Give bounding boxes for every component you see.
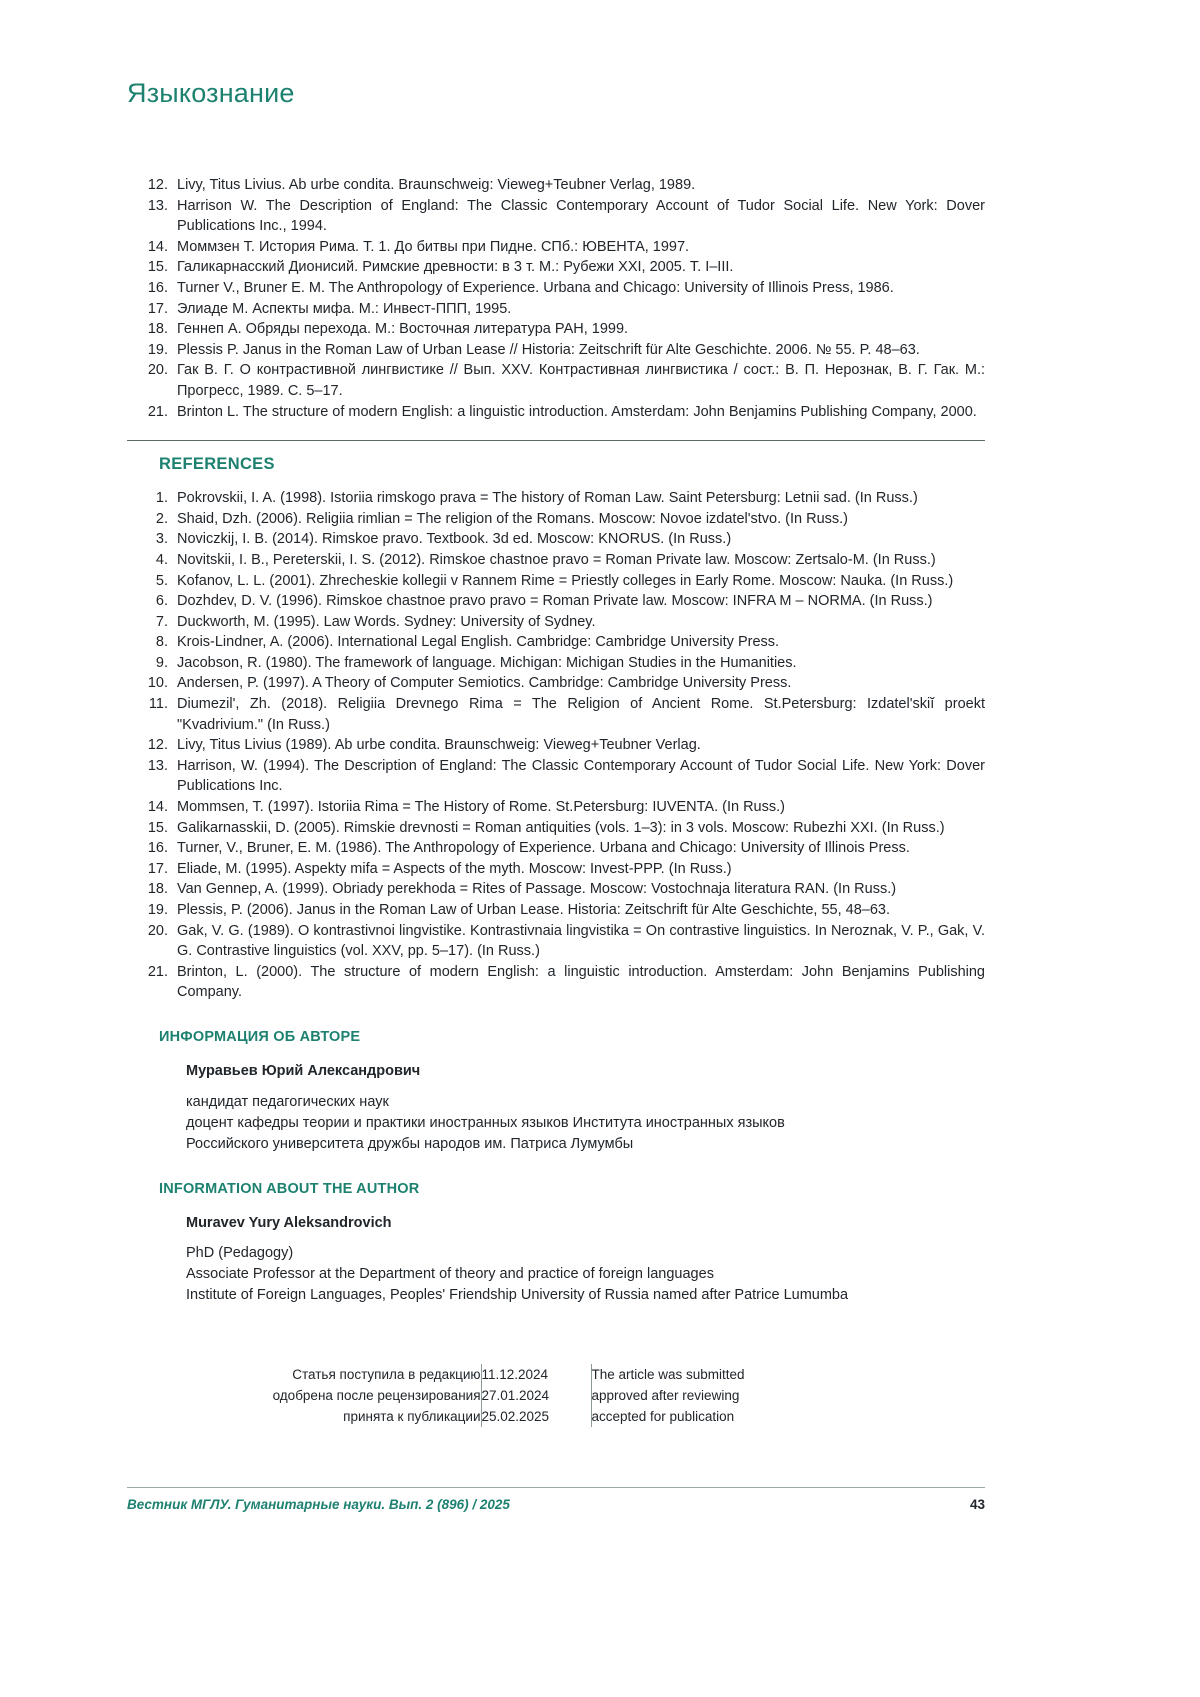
reference-item-number: 21. — [147, 963, 168, 980]
bibliography-item — [127, 360, 985, 401]
reference-item-number: 1. — [155, 490, 168, 507]
submission-date: 11.12.2024 — [481, 1364, 591, 1385]
reference-item — [127, 612, 985, 633]
bibliography-item-text: Livy, Titus Livius. Ab urbe condita. Braunschweig: Vieweg+Teubner Verlag, 1989. — [177, 177, 696, 193]
reference-item-text: Harrison, W. (1994). The Description of England: The Classic Contemporary Account of Tudor Social Life. New York: Dover Publications Inc. — [177, 757, 985, 795]
reference-item — [127, 735, 985, 756]
reference-item-text: Krois-Lindner, A. (2006). International Legal English. Cambridge: Cambridge University Press. — [177, 634, 780, 651]
reference-item — [127, 632, 985, 653]
bibliography-item-text: Brinton L. The structure of modern English: a linguistic introduction. Amsterdam: John Benjamins Publishing Company, 2000. — [177, 403, 977, 420]
reference-item — [127, 488, 985, 509]
bibliography-item-number: 17. — [147, 300, 168, 317]
bibliography-item — [127, 299, 985, 320]
bibliography-item-text: Plessis P. Janus in the Roman Law of Urban Lease // Historia: Zeitschrift für Alte Geschichte. 2006. № 55. P. 48–63. — [177, 341, 920, 358]
author-details-ru — [186, 1092, 985, 1155]
reference-item — [127, 571, 985, 592]
bibliography-item-text: Элиаде М. Аспекты мифа. М.: Инвест-ППП, 1995. — [177, 300, 512, 317]
reference-item — [127, 879, 985, 900]
reference-item-number: 7. — [155, 613, 168, 630]
reference-item-text: Shaid, Dzh. (2006). Religiia rimlian = The religion of the Romans. Moscow: Novoe izdatel'stvo. (In Russ.) — [177, 510, 849, 527]
bibliography-item-number: 20. — [147, 362, 168, 379]
reference-item-text: Diumezil', Zh. (2018). Religiia Drevnego Rima = The Religion of Ancient Rome. St.Petersburg: Izdatel'skiĭ proekt "Kvadrivium." (In Russ.) — [177, 696, 985, 733]
bibliography-item-number: 16. — [147, 279, 168, 296]
submission-label-en: approved after reviewing — [591, 1388, 740, 1404]
reference-item-text: Galikarnasskii, D. (2005). Rimskie drevnosti = Roman antiquities (vols. 1–3): in 3 vols. Moscow: Rubezhi XXI. (In Russ.) — [177, 819, 945, 836]
reference-item-text: Gak, V. G. (1989). O kontrastivnoi lingvistike. Kontrastivnaia lingvistika = On contrastive linguistics. In Neroznak, V. P., Gak, V. G. Contrastive linguistics (vol. XXV, pp. 5–17). (In Russ.) — [177, 922, 985, 960]
bibliography-item-number: 15. — [147, 259, 168, 276]
bibliography-item — [127, 278, 985, 299]
reference-item-text: Jacobson, R. (1980). The framework of language. Michigan: Michigan Studies in the Humanities. — [177, 654, 797, 671]
footer-journal-title: Вестник МГЛУ. Гуманитарные науки. Вып. 2 (896) / 2025 — [127, 1497, 510, 1512]
bibliography-item — [127, 196, 985, 237]
author-name-ru: Муравьев Юрий Александрович — [186, 1062, 421, 1079]
reference-item-text: Kofanov, L. L. (2001). Zhrecheskie kollegii v Rannem Rime = Priestly colleges in Early Rome. Moscow: Nauka. (In Russ.) — [177, 572, 954, 589]
references-heading: REFERENCES — [159, 455, 275, 474]
bibliography-item — [127, 319, 985, 340]
bibliography-item-text: Harrison W. The Description of England: The Classic Contemporary Account of Tudor Social Life. New York: Dover Publications Inc., 1994. — [177, 197, 985, 235]
bibliography-item — [127, 175, 985, 196]
reference-item-number: 4. — [155, 551, 168, 568]
author-name-en: Muravev Yury Aleksandrovich — [186, 1214, 392, 1231]
reference-item-number: 5. — [155, 572, 168, 589]
page-footer — [127, 1487, 985, 1512]
reference-item-number: 14. — [147, 799, 168, 816]
reference-item-text: Noviczkij, I. B. (2014). Rimskoe pravo. Textbook. 3d ed. Moscow: KNORUS. (In Russ.) — [177, 531, 732, 548]
submission-label-ru: Статья поступила в редакцию — [292, 1367, 481, 1383]
reference-item-text: Mommsen, T. (1997). Istoriia Rima = The History of Rome. St.Petersburg: IUVENTA. (In Russ.) — [177, 799, 785, 816]
reference-item — [127, 673, 985, 694]
submission-dates-table — [239, 1364, 745, 1427]
author-info-ru-heading: ИНФОРМАЦИЯ ОБ АВТОРЕ — [159, 1028, 361, 1045]
reference-item-text: Dozhdev, D. V. (1996). Rimskoe chastnoe pravo pravo = Roman Private law. Moscow: INFRA M – NORMA. (In Russ.) — [177, 593, 933, 610]
reference-item-number: 10. — [147, 675, 168, 692]
submission-date: 27.01.2024 — [481, 1385, 591, 1406]
reference-item-text: Van Gennep, A. (1999). Obriady perekhoda = Rites of Passage. Moscow: Vostochnaja literatura RAN. (In Russ.) — [177, 881, 897, 898]
reference-item-text: Livy, Titus Livius (1989). Ab urbe condita. Braunschweig: Vieweg+Teubner Verlag. — [177, 737, 701, 754]
reference-item-text: Pokrovskii, I. A. (1998). Istoriia rimskogo prava = The history of Roman Law. Saint Petersburg: Letnii sad. (In Russ.) — [177, 490, 918, 507]
reference-item-number: 2. — [155, 510, 168, 527]
author-detail-line: доцент кафедры теории и практики иностранных языков Института иностранных языков — [186, 1114, 785, 1131]
reference-item-text: Turner, V., Bruner, E. M. (1986). The Anthropology of Experience. Urbana and Chicago: University of Illinois Press. — [177, 840, 910, 857]
reference-item-number: 9. — [155, 654, 168, 671]
submission-row — [239, 1406, 745, 1427]
reference-item — [127, 962, 985, 1003]
reference-item-number: 13. — [147, 757, 168, 774]
submission-row — [239, 1364, 745, 1385]
bibliography-item-number: 12. — [147, 177, 168, 193]
author-info-en-heading: INFORMATION ABOUT THE AUTHOR — [159, 1180, 420, 1197]
reference-item — [127, 921, 985, 962]
reference-item — [127, 653, 985, 674]
submission-label-en: The article was submitted — [591, 1367, 745, 1383]
bibliography-item-number: 13. — [147, 197, 168, 214]
submission-row — [239, 1385, 745, 1406]
reference-item-text: Plessis, P. (2006). Janus in the Roman Law of Urban Lease. Historia: Zeitschrift für Alte Geschichte, 55, 48–63. — [177, 902, 891, 918]
reference-item-number: 16. — [147, 840, 168, 857]
reference-item — [127, 694, 985, 735]
reference-item — [127, 591, 985, 612]
bibliography-item-number: 21. — [147, 403, 168, 420]
bibliography-item-text: Галикарнасский Дионисий. Римские древности: в 3 т. М.: Рубежи XXI, 2005. Т. I–III. — [177, 259, 734, 276]
reference-item-number: 3. — [155, 531, 168, 548]
bibliography-item-text: Гак В. Г. О контрастивной лингвистике // Вып. XXV. Контрастивная лингвистика / сост.: В. П. Нерознак, В. Г. Гак. М.: Прогресс, 1989. С. 5–17. — [177, 362, 985, 399]
author-details-en — [186, 1243, 985, 1306]
reference-item-number: 12. — [147, 737, 168, 754]
reference-item-number: 17. — [147, 860, 168, 877]
reference-item-text: Andersen, P. (1997). A Theory of Computer Semiotics. Cambridge: Cambridge University Press. — [177, 675, 792, 692]
reference-item — [127, 529, 985, 550]
reference-item-number: 19. — [147, 902, 168, 918]
reference-item-text: Eliade, M. (1995). Aspekty mifa = Aspects of the myth. Moscow: Invest-PPP. (In Russ.) — [177, 860, 732, 877]
reference-item — [127, 756, 985, 797]
bibliography-item-number: 14. — [147, 238, 168, 255]
bibliography-item-text: Turner V., Bruner E. M. The Anthropology of Experience. Urbana and Chicago: University of Illinois Press, 1986. — [177, 279, 894, 296]
reference-item-number: 8. — [155, 634, 168, 651]
references-divider — [127, 440, 985, 441]
bibliography-item-number: 19. — [147, 341, 168, 358]
author-detail-line: Associate Professor at the Department of theory and practice of foreign languages — [186, 1266, 714, 1283]
reference-item — [127, 900, 985, 921]
author-detail-line: Institute of Foreign Languages, Peoples' Friendship University of Russia named after Patrice Lumumba — [186, 1287, 849, 1304]
page-title: Языкознание — [127, 78, 295, 108]
bibliography-item — [127, 257, 985, 278]
reference-item — [127, 550, 985, 571]
bibliography-item-text: Моммзен Т. История Рима. Т. 1. До битвы при Пидне. СПб.: ЮВЕНТА, 1997. — [177, 238, 690, 255]
author-detail-line: кандидат педагогических наук — [186, 1093, 389, 1110]
reference-item — [127, 509, 985, 530]
author-detail-line: PhD (Pedagogy) — [186, 1245, 294, 1262]
reference-item — [127, 797, 985, 818]
submission-label-en: accepted for publication — [591, 1409, 735, 1425]
author-detail-line: Российского университета дружбы народов им. Патриса Лумумбы — [186, 1135, 634, 1152]
bibliography-ru-list — [127, 175, 985, 422]
bibliography-item — [127, 340, 985, 361]
reference-item — [127, 859, 985, 880]
author-info-ru — [127, 1061, 985, 1155]
bibliography-item — [127, 402, 985, 423]
reference-item-text: Duckworth, M. (1995). Law Words. Sydney: University of Sydney. — [177, 613, 596, 630]
submission-label-ru: принята к публикации — [343, 1409, 481, 1425]
bibliography-item-number: 18. — [147, 321, 168, 338]
reference-item-text: Novitskii, I. B., Pereterskii, I. S. (2012). Rimskoe chastnoe pravo = Roman Private law. Moscow: Zertsalo-M. (In Russ.) — [177, 551, 936, 568]
reference-item-number: 18. — [147, 881, 168, 898]
reference-item-number: 6. — [155, 593, 168, 610]
reference-item-number: 15. — [147, 819, 168, 836]
reference-item — [127, 838, 985, 859]
reference-item — [127, 818, 985, 839]
reference-item-number: 20. — [147, 922, 168, 939]
bibliography-item — [127, 237, 985, 258]
footer-page-number: 43 — [969, 1497, 985, 1512]
reference-item-number: 11. — [148, 696, 168, 713]
submission-date: 25.02.2025 — [481, 1406, 591, 1427]
bibliography-item-text: Геннеп А. Обряды перехода. М.: Восточная литература РАН, 1999. — [177, 321, 629, 338]
author-info-en — [127, 1213, 985, 1307]
reference-item-text: Brinton, L. (2000). The structure of modern English: a linguistic introduction. Amsterdam: John Benjamins Publishing Company. — [177, 963, 985, 1001]
references-list — [127, 488, 985, 1003]
submission-label-ru: одобрена после рецензирования — [272, 1388, 481, 1404]
